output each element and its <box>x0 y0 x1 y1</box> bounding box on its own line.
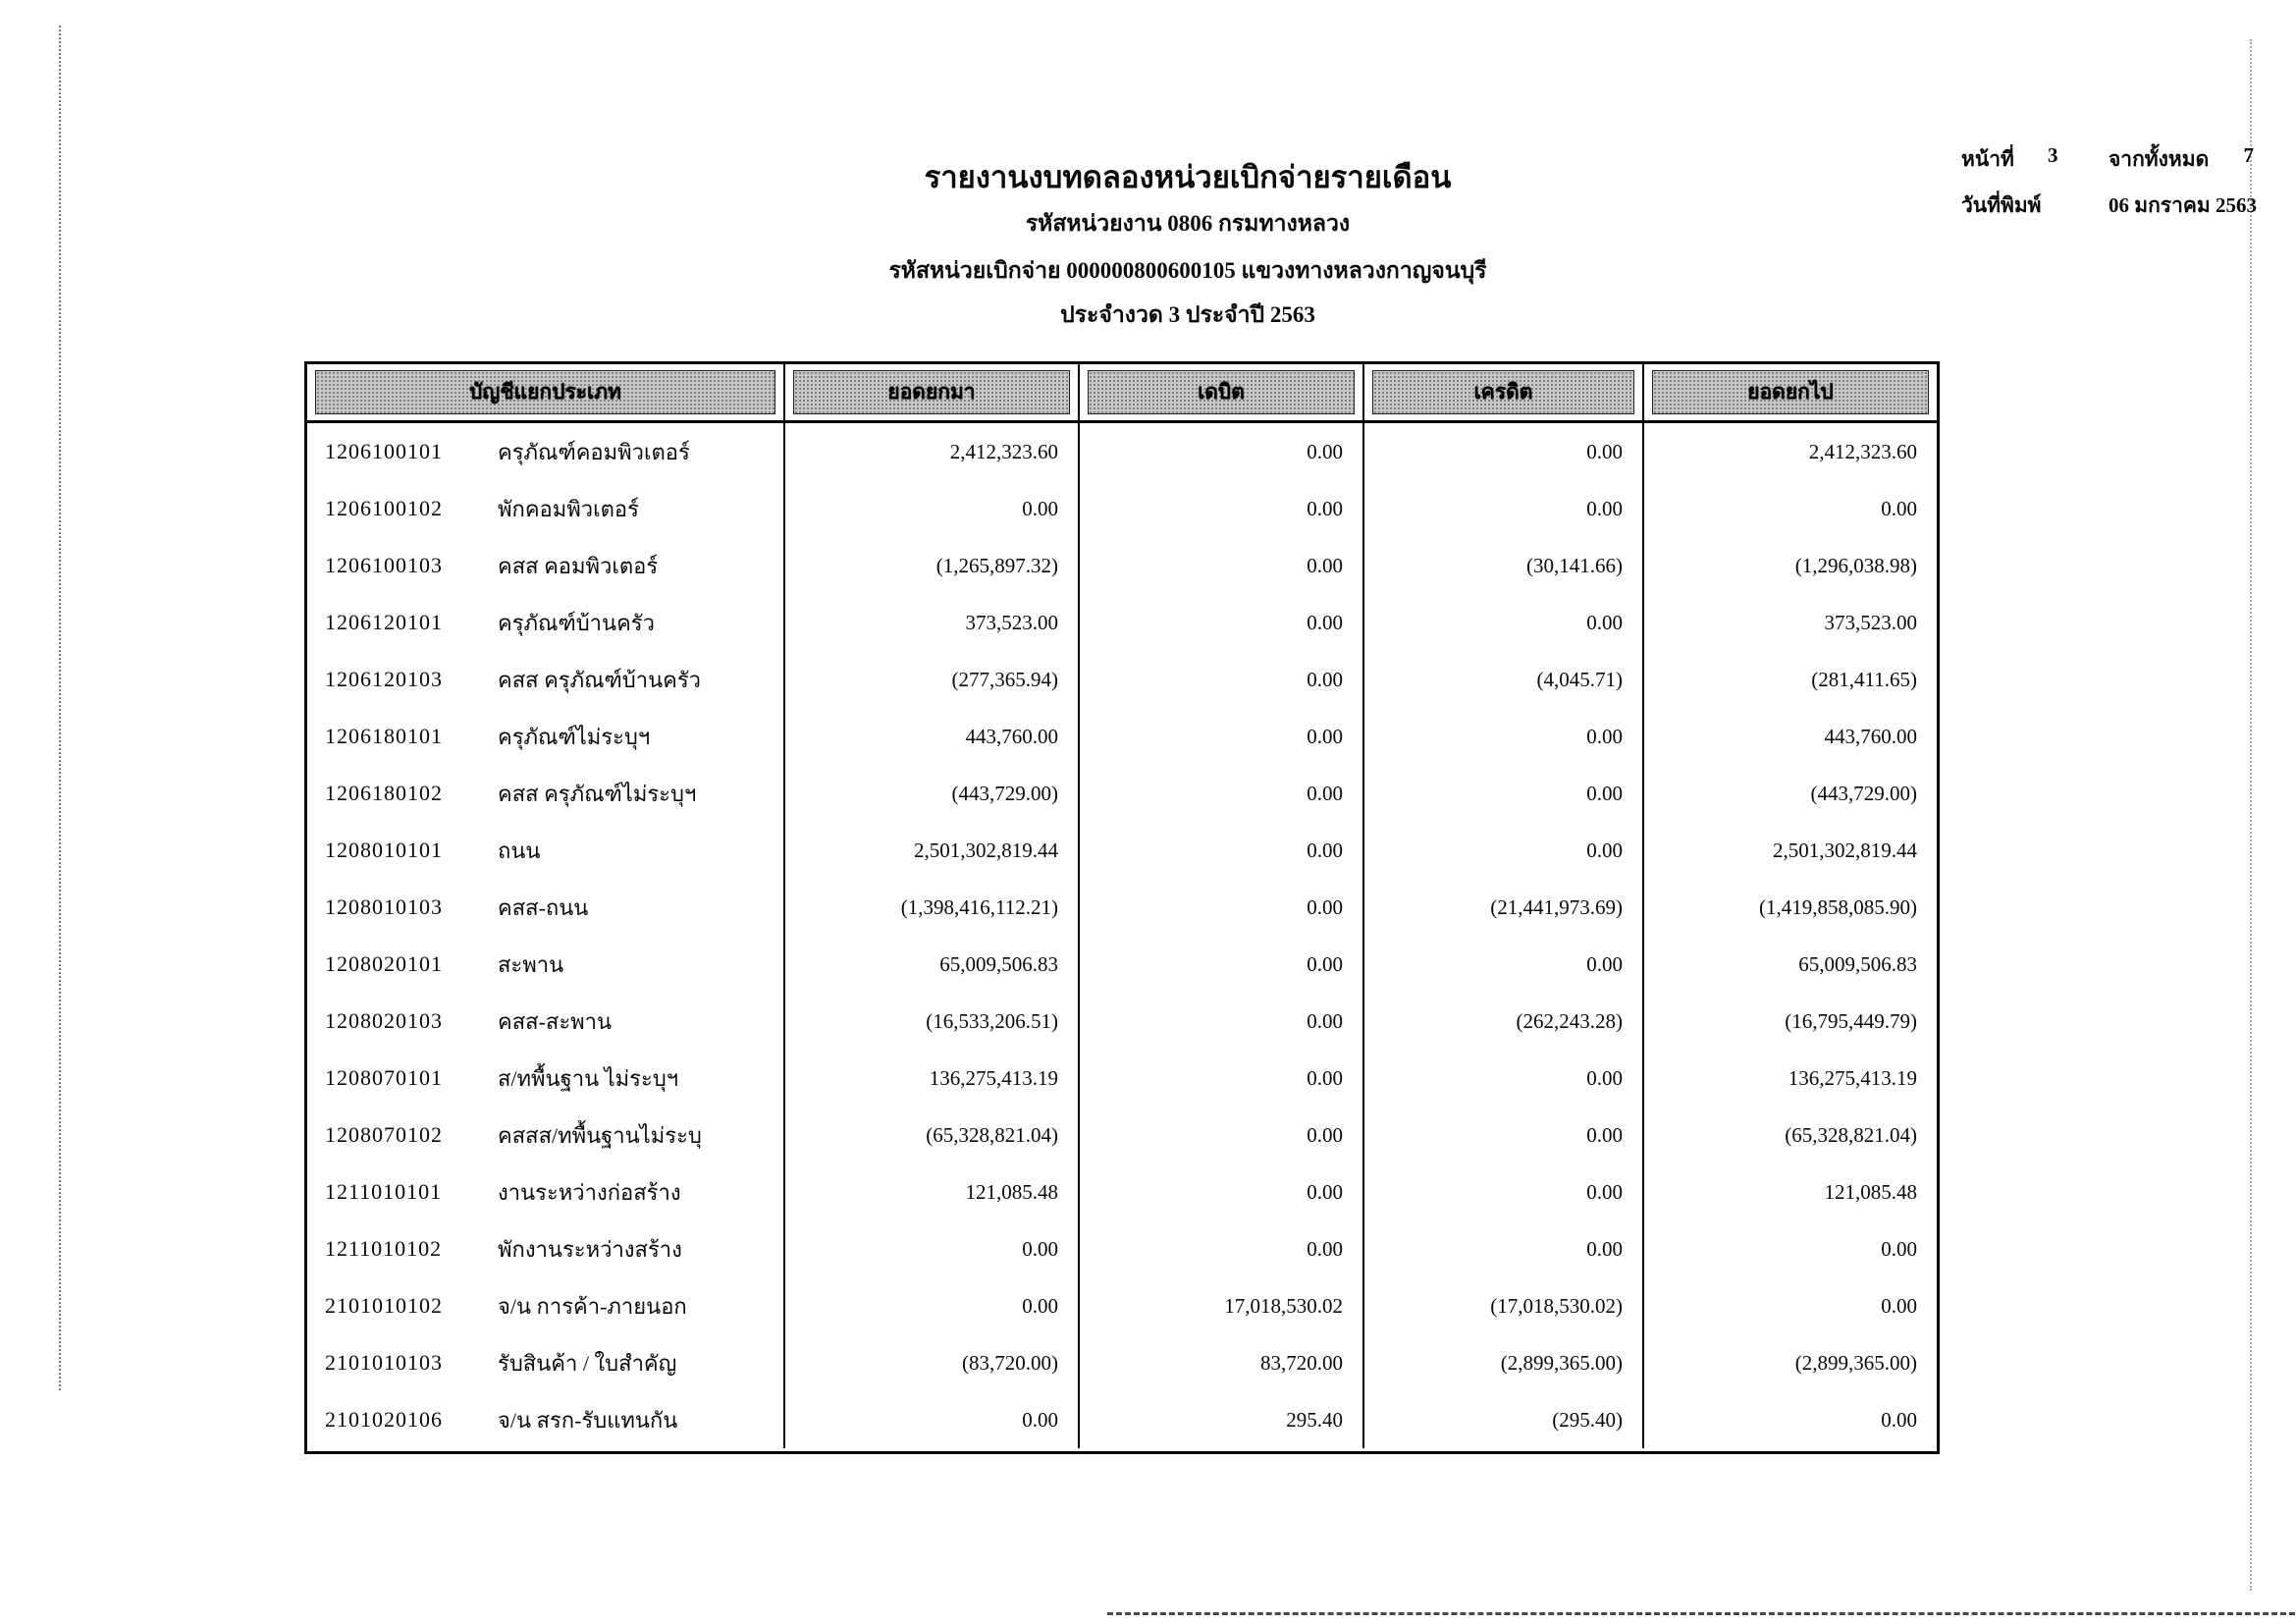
disburse-unit-line: รหัสหน่วยเบิกจ่าย 000000800600105 แขวงทางหลวงกาญจนบุรี <box>888 258 1487 283</box>
account-name: จ/น สรก-รับแทนกัน <box>498 1407 678 1433</box>
closing-balance-value <box>1642 1107 1937 1164</box>
credit-text: 0.00 <box>1586 724 1623 748</box>
debit-value <box>1078 423 1362 480</box>
account-code: 1211010102 <box>325 1236 443 1261</box>
debit-text: 83,720.00 <box>1260 1350 1343 1375</box>
credit-text: 0.00 <box>1586 1065 1623 1090</box>
account-cell <box>307 1050 783 1107</box>
debit-value <box>1078 480 1362 537</box>
closing-balance-text: 0.00 <box>1881 496 1917 520</box>
credit-text: 0.00 <box>1586 951 1623 976</box>
header-label-closing-balance: ยอดยกไป <box>1652 370 1929 414</box>
opening-balance-text: 121,085.48 <box>965 1179 1058 1204</box>
debit-value <box>1078 1164 1362 1220</box>
debit-value <box>1078 1050 1362 1107</box>
credit-text: (17,018,530.02) <box>1490 1293 1623 1318</box>
credit-text: 0.00 <box>1586 1179 1623 1204</box>
trial-balance-table <box>304 361 1940 1454</box>
credit-value <box>1362 1107 1642 1164</box>
account-cell <box>307 879 783 936</box>
account-cell <box>307 1334 783 1391</box>
header-cell-closing-balance <box>1642 364 1937 420</box>
debit-value <box>1078 936 1362 993</box>
table-header-row <box>307 364 1937 423</box>
debit-value <box>1078 1334 1362 1391</box>
opening-balance-value <box>783 765 1078 822</box>
account-name: คสส คอมพิวเตอร์ <box>498 553 659 578</box>
account-name: พักงานระหว่างสร้าง <box>498 1236 682 1262</box>
opening-balance-value <box>783 1164 1078 1220</box>
header-cell-debit <box>1078 364 1362 420</box>
print-date-label: วันที่พิมพ์ <box>1961 193 2042 217</box>
opening-balance-text: (16,533,206.51) <box>926 1008 1058 1033</box>
credit-text: (30,141.66) <box>1526 553 1623 577</box>
debit-text: 0.00 <box>1307 724 1343 748</box>
scan-edge-artifact-right <box>2250 39 2252 1591</box>
opening-balance-value <box>783 1107 1078 1164</box>
opening-balance-text: 65,009,506.83 <box>939 951 1058 976</box>
credit-text: (4,045.71) <box>1536 667 1623 691</box>
opening-balance-text: (277,365.94) <box>951 667 1058 691</box>
debit-value <box>1078 1107 1362 1164</box>
account-cell <box>307 708 783 765</box>
debit-value <box>1078 1391 1362 1448</box>
debit-text: 0.00 <box>1307 781 1343 805</box>
account-code: 1208010101 <box>325 838 443 862</box>
debit-value <box>1078 1277 1362 1334</box>
table-row <box>307 708 1937 765</box>
credit-text: 0.00 <box>1586 496 1623 520</box>
header-cell-credit <box>1362 364 1642 420</box>
opening-balance-text: (1,398,416,112.21) <box>900 894 1058 919</box>
credit-value <box>1362 879 1642 936</box>
credit-value <box>1362 423 1642 480</box>
account-name: คสสส/ทพื้นฐานไม่ระบุ <box>498 1122 702 1148</box>
agency-code-line: รหัสหน่วยงาน 0806 กรมทางหลวง <box>1025 211 1351 236</box>
account-name: พักคอมพิวเตอร์ <box>498 496 639 521</box>
total-pages-label: จากทั้งหมด <box>2109 147 2210 171</box>
closing-balance-text: 65,009,506.83 <box>1798 951 1917 976</box>
closing-balance-value <box>1642 708 1937 765</box>
account-cell <box>307 1391 783 1448</box>
credit-text: (21,441,973.69) <box>1490 894 1623 919</box>
opening-balance-value <box>783 1220 1078 1277</box>
closing-balance-value <box>1642 822 1937 879</box>
credit-text: 0.00 <box>1586 838 1623 862</box>
account-code: 1211010101 <box>325 1179 443 1204</box>
credit-value <box>1362 822 1642 879</box>
credit-text: (2,899,365.00) <box>1500 1350 1623 1375</box>
debit-text: 17,018,530.02 <box>1224 1293 1343 1318</box>
account-code: 2101010102 <box>325 1293 443 1318</box>
print-date-line <box>1961 189 2266 222</box>
debit-text: 295.40 <box>1286 1407 1343 1432</box>
opening-balance-value <box>783 993 1078 1050</box>
debit-text: 0.00 <box>1307 1122 1343 1147</box>
table-row <box>307 936 1937 993</box>
credit-text: (295.40) <box>1552 1407 1623 1432</box>
closing-balance-text: 136,275,413.19 <box>1788 1065 1917 1090</box>
credit-value <box>1362 993 1642 1050</box>
account-cell <box>307 651 783 708</box>
page-label: หน้าที่ <box>1961 147 2014 171</box>
credit-value <box>1362 537 1642 594</box>
closing-balance-text: (1,419,858,085.90) <box>1759 894 1917 919</box>
table-row <box>307 480 1937 537</box>
opening-balance-value <box>783 822 1078 879</box>
closing-balance-value <box>1642 1391 1937 1448</box>
debit-text: 0.00 <box>1307 1008 1343 1033</box>
closing-balance-text: (281,411.65) <box>1811 667 1917 691</box>
closing-balance-text: 0.00 <box>1881 1236 1917 1261</box>
debit-text: 0.00 <box>1307 610 1343 634</box>
closing-balance-text: (1,296,038.98) <box>1794 553 1917 577</box>
opening-balance-text: (443,729.00) <box>951 781 1058 805</box>
opening-balance-text: (83,720.00) <box>962 1350 1058 1375</box>
debit-value <box>1078 594 1362 651</box>
closing-balance-value <box>1642 594 1937 651</box>
account-name: คสส ครุภัณฑ์ไม่ระบุฯ <box>498 781 697 806</box>
account-name: คสส ครุภัณฑ์บ้านครัว <box>498 667 702 692</box>
scan-edge-artifact-left <box>59 26 61 1390</box>
closing-balance-value <box>1642 936 1937 993</box>
debit-text: 0.00 <box>1307 496 1343 520</box>
opening-balance-text: 0.00 <box>1022 1293 1058 1318</box>
debit-value <box>1078 765 1362 822</box>
debit-text: 0.00 <box>1307 838 1343 862</box>
opening-balance-text: (65,328,821.04) <box>926 1122 1058 1147</box>
credit-text: 0.00 <box>1586 439 1623 463</box>
closing-balance-text: 0.00 <box>1881 1293 1917 1318</box>
credit-text: 0.00 <box>1586 1236 1623 1261</box>
opening-balance-value <box>783 1334 1078 1391</box>
closing-balance-value <box>1642 651 1937 708</box>
account-name: ถนน <box>498 838 541 863</box>
table-body <box>307 423 1937 1451</box>
account-code: 1206120103 <box>325 667 443 691</box>
opening-balance-text: 2,412,323.60 <box>949 439 1058 463</box>
header-label-account: บัญชีแยกประเภท <box>315 370 775 414</box>
opening-balance-value <box>783 594 1078 651</box>
table-row <box>307 537 1937 594</box>
debit-text: 0.00 <box>1307 1065 1343 1090</box>
account-code: 1208010103 <box>325 894 443 919</box>
credit-value <box>1362 1277 1642 1334</box>
closing-balance-value <box>1642 480 1937 537</box>
account-name: คสส-สะพาน <box>498 1008 613 1034</box>
opening-balance-text: 2,501,302,819.44 <box>914 838 1058 862</box>
opening-balance-text: 0.00 <box>1022 1236 1058 1261</box>
closing-balance-value <box>1642 879 1937 936</box>
credit-text: 0.00 <box>1586 1122 1623 1147</box>
debit-value <box>1078 651 1362 708</box>
opening-balance-value <box>783 1050 1078 1107</box>
opening-balance-text: 0.00 <box>1022 1407 1058 1432</box>
opening-balance-value <box>783 480 1078 537</box>
account-code: 1208070101 <box>325 1065 443 1090</box>
opening-balance-value <box>783 1391 1078 1448</box>
credit-value <box>1362 1164 1642 1220</box>
debit-text: 0.00 <box>1307 1236 1343 1261</box>
opening-balance-text: (1,265,897.32) <box>935 553 1058 577</box>
closing-balance-text: 2,412,323.60 <box>1808 439 1917 463</box>
table-row <box>307 1391 1937 1448</box>
report-title: รายงานงบทดลองหน่วยเบิกจ่ายรายเดือน <box>924 160 1452 194</box>
closing-balance-value <box>1642 1220 1937 1277</box>
account-name: คสส-ถนน <box>498 894 589 920</box>
account-code: 1208020101 <box>325 951 443 976</box>
account-code: 1206100101 <box>325 439 443 463</box>
header-cell-opening-balance <box>783 364 1078 420</box>
closing-balance-value <box>1642 1277 1937 1334</box>
account-name: สะพาน <box>498 951 564 977</box>
credit-value <box>1362 480 1642 537</box>
page-info-block <box>1961 143 2266 236</box>
opening-balance-value <box>783 537 1078 594</box>
account-cell <box>307 423 783 480</box>
header-label-debit: เดบิต <box>1088 370 1355 414</box>
account-cell <box>307 537 783 594</box>
account-name: งานระหว่างก่อสร้าง <box>498 1179 681 1205</box>
account-code: 1208020103 <box>325 1008 443 1033</box>
account-code: 2101020106 <box>325 1407 443 1432</box>
opening-balance-value <box>783 708 1078 765</box>
opening-balance-text: 136,275,413.19 <box>929 1065 1058 1090</box>
account-cell <box>307 993 783 1050</box>
opening-balance-value <box>783 936 1078 993</box>
table-row <box>307 822 1937 879</box>
credit-value <box>1362 708 1642 765</box>
account-cell <box>307 1220 783 1277</box>
header-label-opening-balance: ยอดยกมา <box>793 370 1070 414</box>
opening-balance-value <box>783 651 1078 708</box>
credit-text: 0.00 <box>1586 781 1623 805</box>
credit-value <box>1362 765 1642 822</box>
table-row <box>307 1164 1937 1220</box>
debit-value <box>1078 708 1362 765</box>
account-name: ครุภัณฑ์บ้านครัว <box>498 610 655 635</box>
table-row <box>307 1050 1937 1107</box>
debit-text: 0.00 <box>1307 553 1343 577</box>
credit-value <box>1362 1334 1642 1391</box>
closing-balance-text: (2,899,365.00) <box>1794 1350 1917 1375</box>
debit-text: 0.00 <box>1307 1179 1343 1204</box>
header-label-credit: เครดิต <box>1372 370 1634 414</box>
print-date: 06 มกราคม 2563 <box>2109 193 2258 217</box>
closing-balance-value <box>1642 423 1937 480</box>
credit-text: 0.00 <box>1586 610 1623 634</box>
opening-balance-text: 0.00 <box>1022 496 1058 520</box>
page-number: 3 <box>2048 143 2058 167</box>
credit-value <box>1362 1050 1642 1107</box>
opening-balance-value <box>783 1277 1078 1334</box>
account-cell <box>307 822 783 879</box>
account-name: ส/ทพื้นฐาน ไม่ระบุฯ <box>498 1065 679 1091</box>
debit-value <box>1078 1220 1362 1277</box>
table-row <box>307 1334 1937 1391</box>
account-code: 1206100102 <box>325 496 443 520</box>
closing-balance-value <box>1642 1164 1937 1220</box>
page-number-line <box>1961 143 2266 176</box>
header-cell-account <box>307 364 783 420</box>
closing-balance-text: 121,085.48 <box>1824 1179 1917 1204</box>
scan-edge-artifact-bottom <box>1107 1612 2295 1615</box>
account-code: 1206100103 <box>325 553 443 577</box>
closing-balance-text: 0.00 <box>1881 1407 1917 1432</box>
account-name: ครุภัณฑ์คอมพิวเตอร์ <box>498 439 690 464</box>
account-cell <box>307 936 783 993</box>
credit-value <box>1362 594 1642 651</box>
closing-balance-value <box>1642 993 1937 1050</box>
table-row <box>307 1220 1937 1277</box>
account-code: 1206120101 <box>325 610 443 634</box>
closing-balance-text: (16,795,449.79) <box>1785 1008 1917 1033</box>
debit-text: 0.00 <box>1307 667 1343 691</box>
table-row <box>307 651 1937 708</box>
account-name: รับสินค้า / ใบสำคัญ <box>498 1350 677 1376</box>
debit-text: 0.00 <box>1307 951 1343 976</box>
debit-value <box>1078 879 1362 936</box>
closing-balance-text: 373,523.00 <box>1824 610 1917 634</box>
opening-balance-text: 443,760.00 <box>965 724 1058 748</box>
table-row <box>307 993 1937 1050</box>
credit-value <box>1362 1391 1642 1448</box>
closing-balance-value <box>1642 1050 1937 1107</box>
closing-balance-value <box>1642 537 1937 594</box>
credit-text: (262,243.28) <box>1516 1008 1623 1033</box>
table-row <box>307 879 1937 936</box>
debit-text: 0.00 <box>1307 894 1343 919</box>
account-name: ครุภัณฑ์ไม่ระบุฯ <box>498 724 651 749</box>
closing-balance-value <box>1642 765 1937 822</box>
opening-balance-value <box>783 879 1078 936</box>
account-cell <box>307 1164 783 1220</box>
account-code: 1206180101 <box>325 724 443 748</box>
account-cell <box>307 480 783 537</box>
table-row <box>307 765 1937 822</box>
account-code: 1208070102 <box>325 1122 443 1147</box>
table-row <box>307 423 1937 480</box>
account-cell <box>307 594 783 651</box>
account-code: 1206180102 <box>325 781 443 805</box>
debit-value <box>1078 993 1362 1050</box>
table-row <box>307 594 1937 651</box>
table-row <box>307 1277 1937 1334</box>
account-cell <box>307 765 783 822</box>
closing-balance-text: (443,729.00) <box>1810 781 1917 805</box>
account-name: จ/น การค้า-ภายนอก <box>498 1293 687 1319</box>
closing-balance-value <box>1642 1334 1937 1391</box>
debit-value <box>1078 537 1362 594</box>
credit-value <box>1362 651 1642 708</box>
account-cell <box>307 1107 783 1164</box>
debit-text: 0.00 <box>1307 439 1343 463</box>
closing-balance-text: 443,760.00 <box>1824 724 1917 748</box>
credit-value <box>1362 1220 1642 1277</box>
account-cell <box>307 1277 783 1334</box>
total-pages: 7 <box>2243 143 2254 167</box>
opening-balance-value <box>783 423 1078 480</box>
period-line: ประจำงวด 3 ประจำปี 2563 <box>1060 302 1315 327</box>
opening-balance-text: 373,523.00 <box>965 610 1058 634</box>
debit-value <box>1078 822 1362 879</box>
closing-balance-text: (65,328,821.04) <box>1785 1122 1917 1147</box>
credit-value <box>1362 936 1642 993</box>
table-row <box>307 1107 1937 1164</box>
account-code: 2101010103 <box>325 1350 443 1375</box>
closing-balance-text: 2,501,302,819.44 <box>1773 838 1917 862</box>
